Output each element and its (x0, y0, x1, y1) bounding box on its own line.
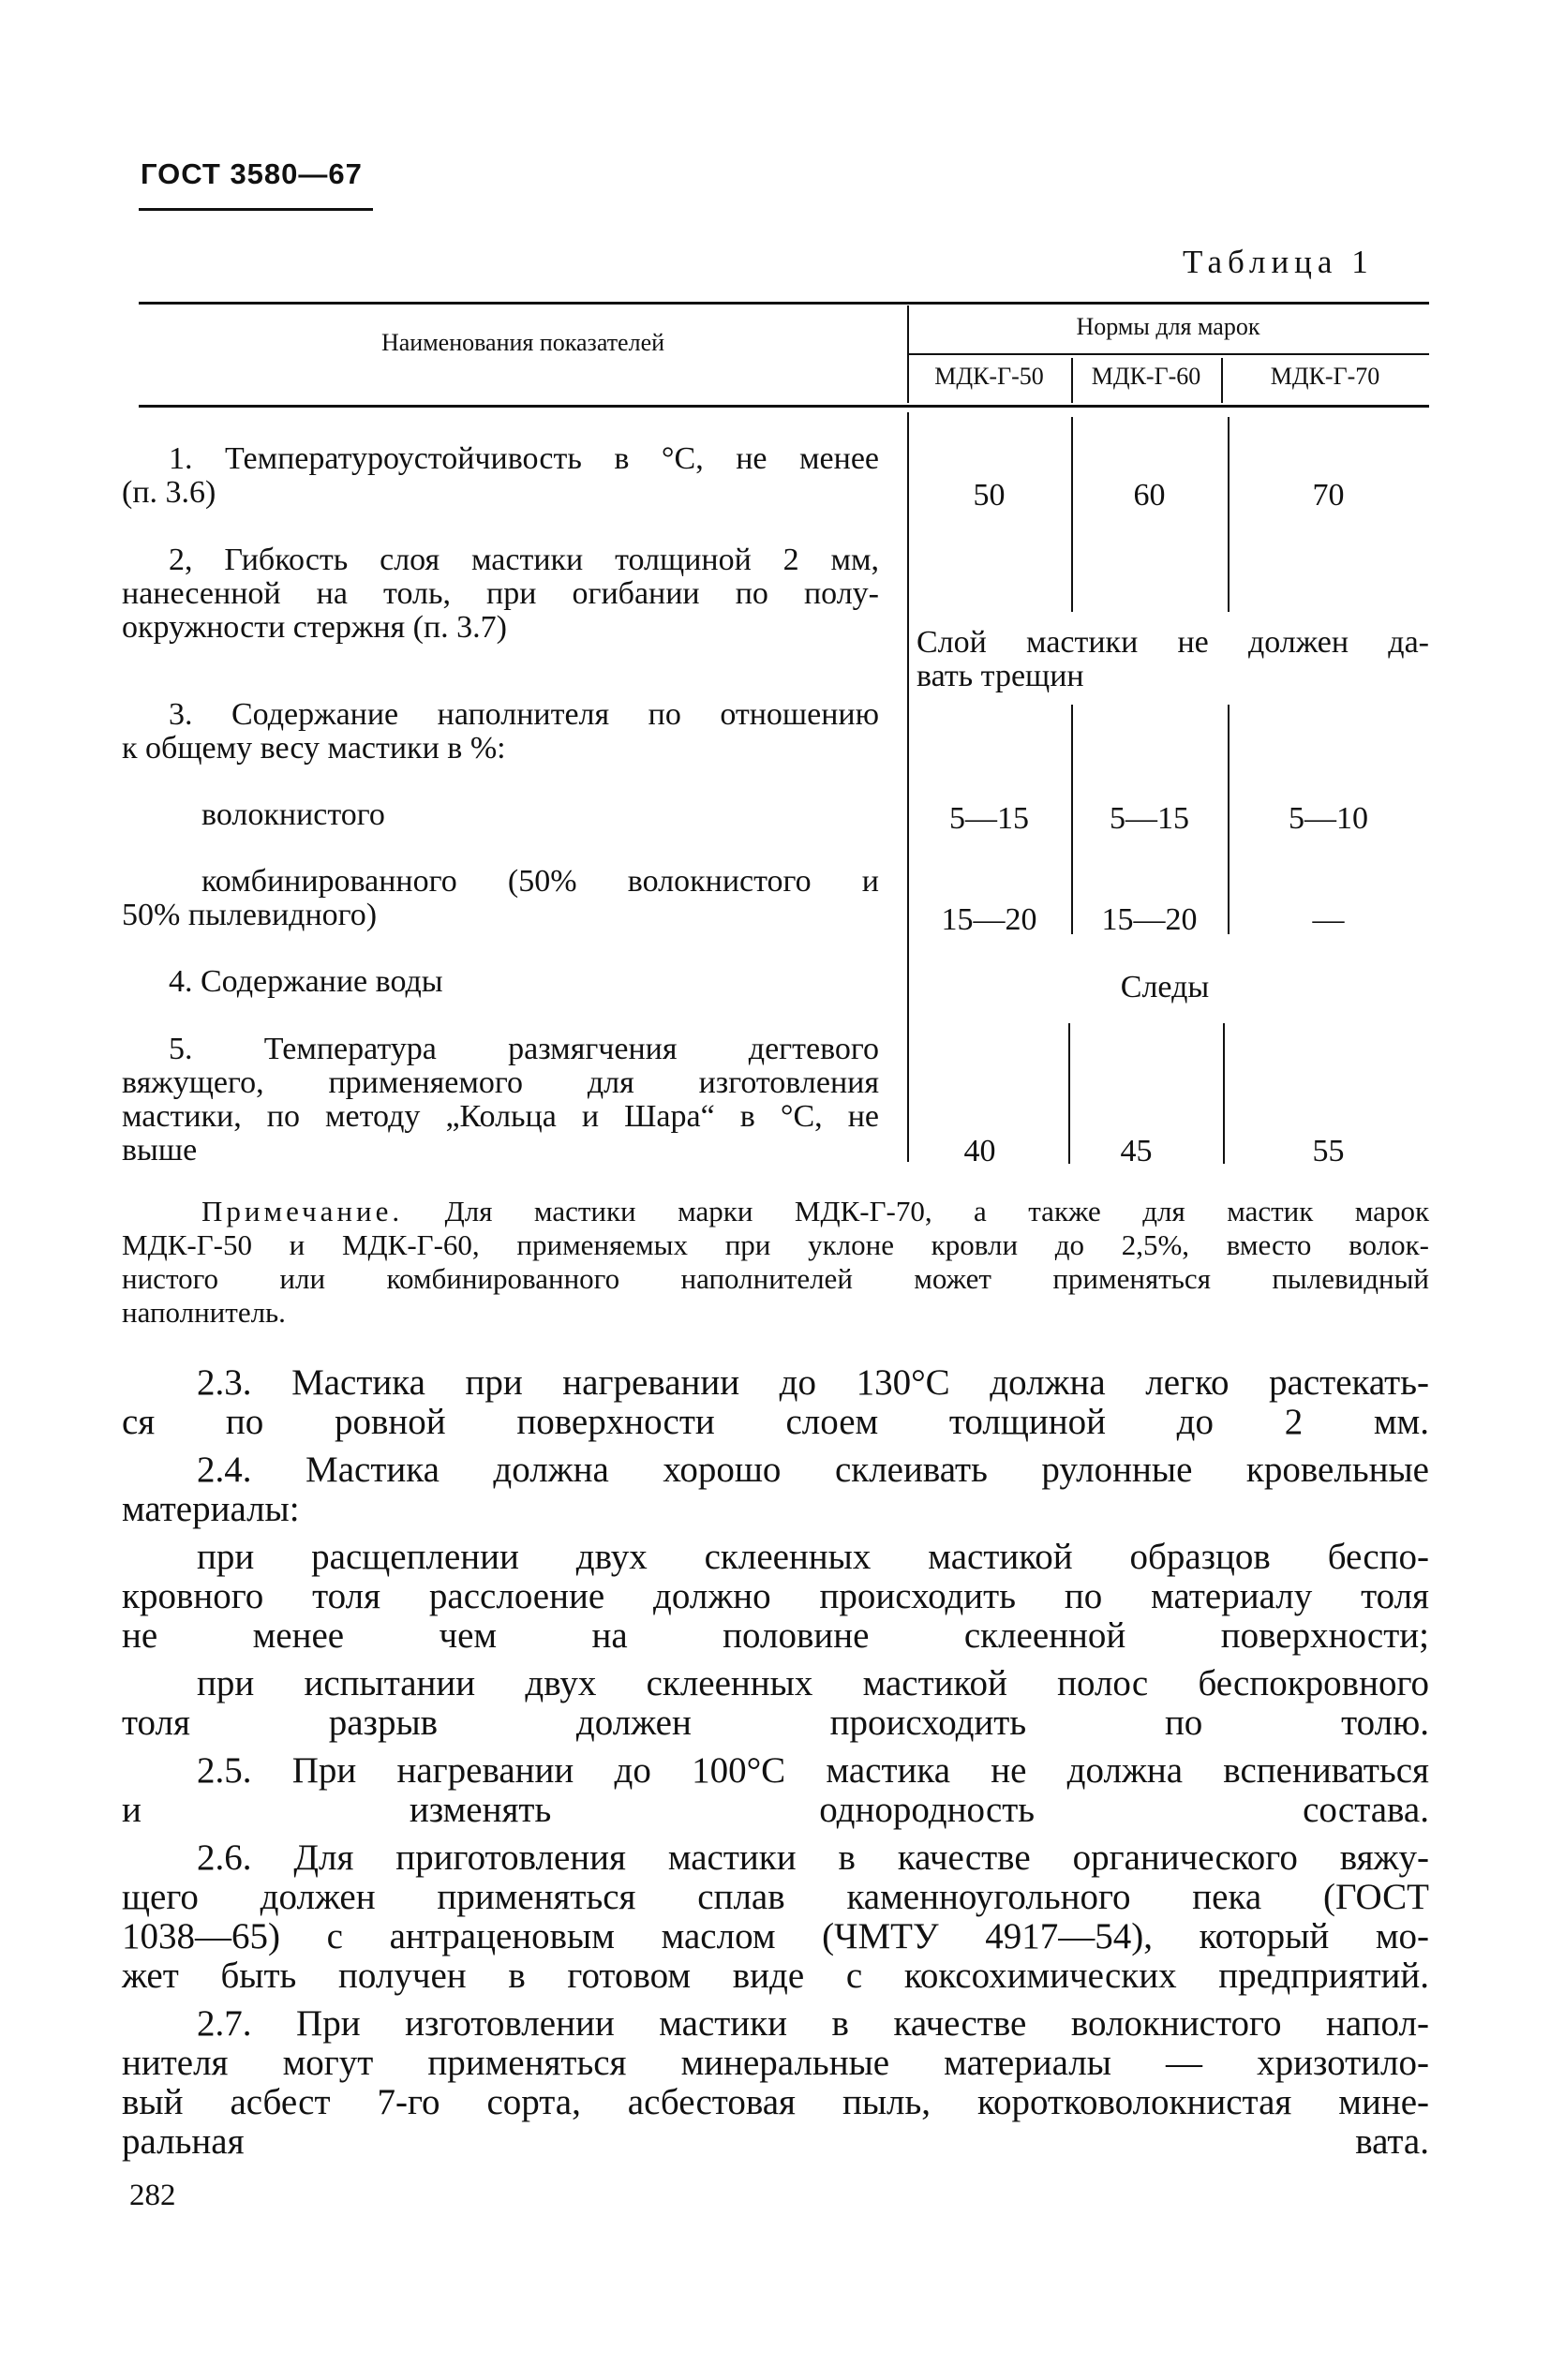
value-cell: 5—10 (1289, 801, 1368, 836)
value-cell: 60 (1133, 478, 1166, 513)
indicator-label: нанесенной на толь, при огибании по полу- (122, 576, 879, 611)
indicator-label: 5. Температура размягчения дегтевого (169, 1032, 879, 1066)
text-line: кровного толя расслоение должно происходить по материалу толя (122, 1576, 1429, 1616)
text-line: 2.7. При изготовлении мастики в качестве волокнистого напол- (197, 2003, 1429, 2044)
indicator-label: 50% пылевидного) (122, 898, 378, 932)
spanned-value: вать трещин (917, 659, 1084, 693)
indicator-label: вяжущего, применяемого для изготовления (122, 1065, 879, 1100)
indicator-label: окружности стержня (п. 3.7) (122, 610, 508, 645)
text-line: и изменять однородность состава. (122, 1790, 1429, 1830)
indicator-label: к общему весу мастики в %: (122, 731, 506, 766)
column-header-norms: Нормы для марок (1076, 313, 1260, 340)
column-header-name: Наименования показателей (380, 329, 665, 356)
grades-rule (907, 353, 1429, 355)
indicator-label: (п. 3.6) (122, 475, 216, 510)
text-line: щего должен применяться сплав каменноугольного пека (ГОСТ (122, 1877, 1429, 1917)
grade-header: МДК-Г-50 (934, 363, 1044, 390)
paragraph-2-4 (122, 1450, 1429, 1529)
text-line: жет быть получен в готовом виде с коксохимических предприятий. (122, 1956, 1429, 1996)
text-line: 2.4. Мастика должна хорошо склеивать рулонные кровельные (197, 1450, 1429, 1490)
text-line: материалы: (122, 1489, 300, 1529)
note-line: наполнитель. (122, 1296, 286, 1329)
paragraph-2-5 (122, 1751, 1429, 1830)
text-line: нителя могут применяться минеральные материалы — хризотило- (122, 2043, 1429, 2083)
table-header-bottom-rule (139, 405, 1429, 408)
text-line: вый асбест 7-го сорта, асбестовая пыль, коротковолокнистая мине- (122, 2082, 1429, 2122)
indicator-label: выше (122, 1133, 198, 1168)
text-line: при расщеплении двух склеенных мастикой образцов беспо- (197, 1537, 1429, 1577)
value-cell: 70 (1312, 478, 1345, 513)
note-lead: Примечание. (201, 1195, 404, 1227)
table-label: Таблица 1 (1183, 244, 1374, 280)
paragraph-2-3 (122, 1363, 1429, 1442)
body-text (122, 1363, 1429, 2162)
value-cell: 15—20 (1101, 902, 1198, 937)
paragraph-2-7 (122, 2004, 1429, 2162)
indicator-label: 3. Содержание наполнителя по отношению (169, 697, 879, 732)
table-note (122, 1195, 1429, 1330)
text-line: 2.3. Мастика при нагревании до 130°С должна легко растекать- (197, 1362, 1429, 1403)
indicator-label: 4. Содержание воды (169, 964, 443, 999)
text-line: 1038—65) с антраценовым маслом (ЧМТУ 4917—54), который мо- (122, 1916, 1429, 1956)
text-line: толя разрыв должен происходить по толю. (122, 1703, 1429, 1743)
grade-header: МДК-Г-60 (1091, 363, 1201, 390)
text-line: 2.6. Для приготовления мастики в качестве органического вяжу- (197, 1837, 1429, 1878)
spanned-value: Следы (1120, 970, 1210, 1004)
text-line: не менее чем на половине склеенной поверхности; (122, 1615, 1429, 1656)
page-number: 282 (129, 2179, 176, 2212)
spanned-value: Слой мастики не должен да- (917, 625, 1429, 660)
value-cell: 5—15 (1110, 801, 1189, 836)
indicator-label: комбинированного (50% волокнистого и (201, 864, 879, 899)
value-cell: 15—20 (941, 902, 1037, 937)
note-line: МДК-Г-50 и МДК-Г-60, применяемых при уклоне кровли до 2,5%, вместо волок- (122, 1228, 1429, 1261)
note-line: Примечание. Для мастики марки МДК-Г-70, а также для мастик марок (201, 1195, 1430, 1227)
text-line: ся по ровной поверхности слоем толщиной до 2 мм. (122, 1402, 1429, 1442)
indicator-label: мастики, по методу „Кольца и Шара“ в °С, не (122, 1099, 879, 1134)
table-column-divider (907, 412, 909, 1162)
paragraph-2-6 (122, 1838, 1429, 1996)
table-top-rule (139, 302, 1429, 305)
indicator-label: волокнистого (201, 797, 385, 832)
indicator-label: 2, Гибкость слоя мастики толщиной 2 мм, (169, 543, 879, 577)
value-cell: 5—15 (949, 801, 1029, 836)
text-line: при испытании двух склеенных мастикой полос беспокровного (197, 1663, 1429, 1703)
indicator-label: 1. Температуроустойчивость в °С, не менее (169, 441, 879, 476)
value-cell: 55 (1312, 1134, 1345, 1168)
grade-header: МДК-Г-70 (1270, 363, 1380, 390)
paragraph-2-4-b (122, 1664, 1429, 1743)
grade-divider (1228, 417, 1230, 612)
note-line: нистого или комбинированного наполнителей может применяться пылевидный (122, 1262, 1429, 1295)
text-line: ральная вата. (122, 2121, 1429, 2162)
value-cell: 50 (973, 478, 1006, 513)
header-rule (139, 208, 373, 211)
grade-divider (1071, 417, 1073, 612)
document-code: ГОСТ 3580—67 (141, 157, 363, 190)
value-cell: — (1312, 902, 1345, 937)
value-cell: 40 (963, 1134, 996, 1168)
text-line: 2.5. При нагревании до 100°С мастика не должна вспениваться (197, 1750, 1429, 1791)
paragraph-2-4-a (122, 1538, 1429, 1656)
value-cell: 45 (1120, 1134, 1153, 1168)
